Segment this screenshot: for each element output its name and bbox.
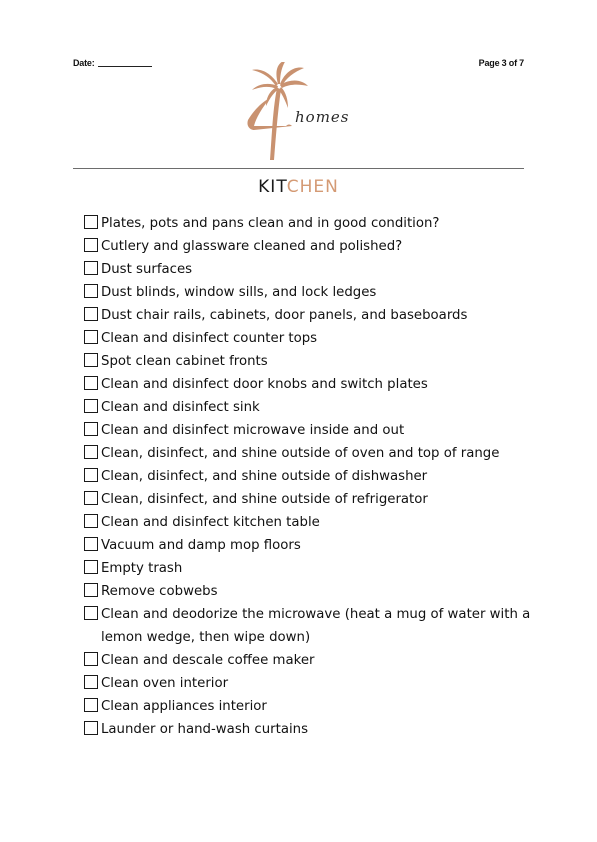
checklist-item [84,350,544,373]
checkbox[interactable] [84,422,98,436]
checklist-item [84,281,544,304]
checklist-item-label: Clean and descale coffee maker [101,653,315,668]
checklist-item-label: Empty trash [101,561,183,576]
checklist-item [84,534,544,557]
date-underline[interactable] [98,66,152,67]
checklist-item [84,419,544,442]
checklist-item [84,511,544,534]
checklist-item-label: Clean and disinfect sink [101,400,260,415]
palm-tree-logo-icon [240,62,364,164]
checkbox[interactable] [84,514,98,528]
date-field [73,58,152,68]
section-title [0,177,597,197]
checkbox[interactable] [84,399,98,413]
checklist-item-label: Clean oven interior [101,676,229,691]
section-title-part1: KIT [258,177,287,197]
checkbox[interactable] [84,537,98,551]
checklist-item-label: Clean and disinfect counter tops [101,331,318,346]
checklist-item [84,396,544,419]
checkbox[interactable] [84,307,98,321]
checklist-item [84,695,544,718]
checkbox[interactable] [84,606,98,620]
checklist-item [84,212,544,235]
checkbox[interactable] [84,353,98,367]
checklist-item [84,603,544,649]
checklist-item-label: Clean appliances interior [101,699,267,714]
checkbox[interactable] [84,330,98,344]
kitchen-checklist [84,212,544,741]
checklist-item-label: Clean and disinfect microwave inside and out [101,423,405,438]
checklist-item-label: Clean and disinfect kitchen table [101,515,320,530]
checklist-item-label: Cutlery and glassware cleaned and polished? [101,239,403,254]
page-number: Page 3 of 7 [478,58,524,68]
checkbox[interactable] [84,652,98,666]
checkbox[interactable] [84,675,98,689]
checkbox[interactable] [84,560,98,574]
checklist-item-label: Clean and deodorize the microwave (heat a mug of water with a lemon wedge, then wipe down) [101,607,531,645]
checkbox[interactable] [84,215,98,229]
checkbox[interactable] [84,698,98,712]
checklist-item-label: Clean, disinfect, and shine outside of refrigerator [101,492,428,507]
checklist-item [84,649,544,672]
checkbox[interactable] [84,721,98,735]
checklist-item-label: Dust blinds, window sills, and lock ledges [101,285,377,300]
checklist-item [84,327,544,350]
logo-brand-text: homes [295,108,350,126]
checklist-item [84,373,544,396]
checklist-item [84,442,544,465]
checklist-item-label: Spot clean cabinet fronts [101,354,268,369]
company-logo [240,62,364,164]
header-divider [73,168,524,169]
checklist-item [84,488,544,511]
checklist-item [84,235,544,258]
checkbox[interactable] [84,468,98,482]
checklist-item-label: Dust chair rails, cabinets, door panels, and baseboards [101,308,468,323]
checklist-item-label: Clean, disinfect, and shine outside of dishwasher [101,469,428,484]
checkbox[interactable] [84,238,98,252]
checkbox[interactable] [84,583,98,597]
checkbox[interactable] [84,261,98,275]
checklist-item [84,557,544,580]
checklist-item-label: Clean, disinfect, and shine outside of oven and top of range [101,446,500,461]
checklist-item-label: Remove cobwebs [101,584,218,599]
section-title-part2: CHEN [286,177,339,197]
checkbox[interactable] [84,284,98,298]
checklist-item-label: Clean and disinfect door knobs and switch plates [101,377,428,392]
checkbox[interactable] [84,376,98,390]
checklist-item [84,258,544,281]
checklist-item [84,304,544,327]
checklist-item [84,580,544,603]
date-label: Date: [73,58,95,68]
checklist-item [84,672,544,695]
checklist-item [84,718,544,741]
checklist-item-label: Launder or hand-wash curtains [101,722,309,737]
checklist-item-label: Plates, pots and pans clean and in good condition? [101,216,440,231]
checkbox[interactable] [84,491,98,505]
checkbox[interactable] [84,445,98,459]
checklist-item-label: Dust surfaces [101,262,193,277]
checklist-item [84,465,544,488]
checklist-item-label: Vacuum and damp mop floors [101,538,301,553]
